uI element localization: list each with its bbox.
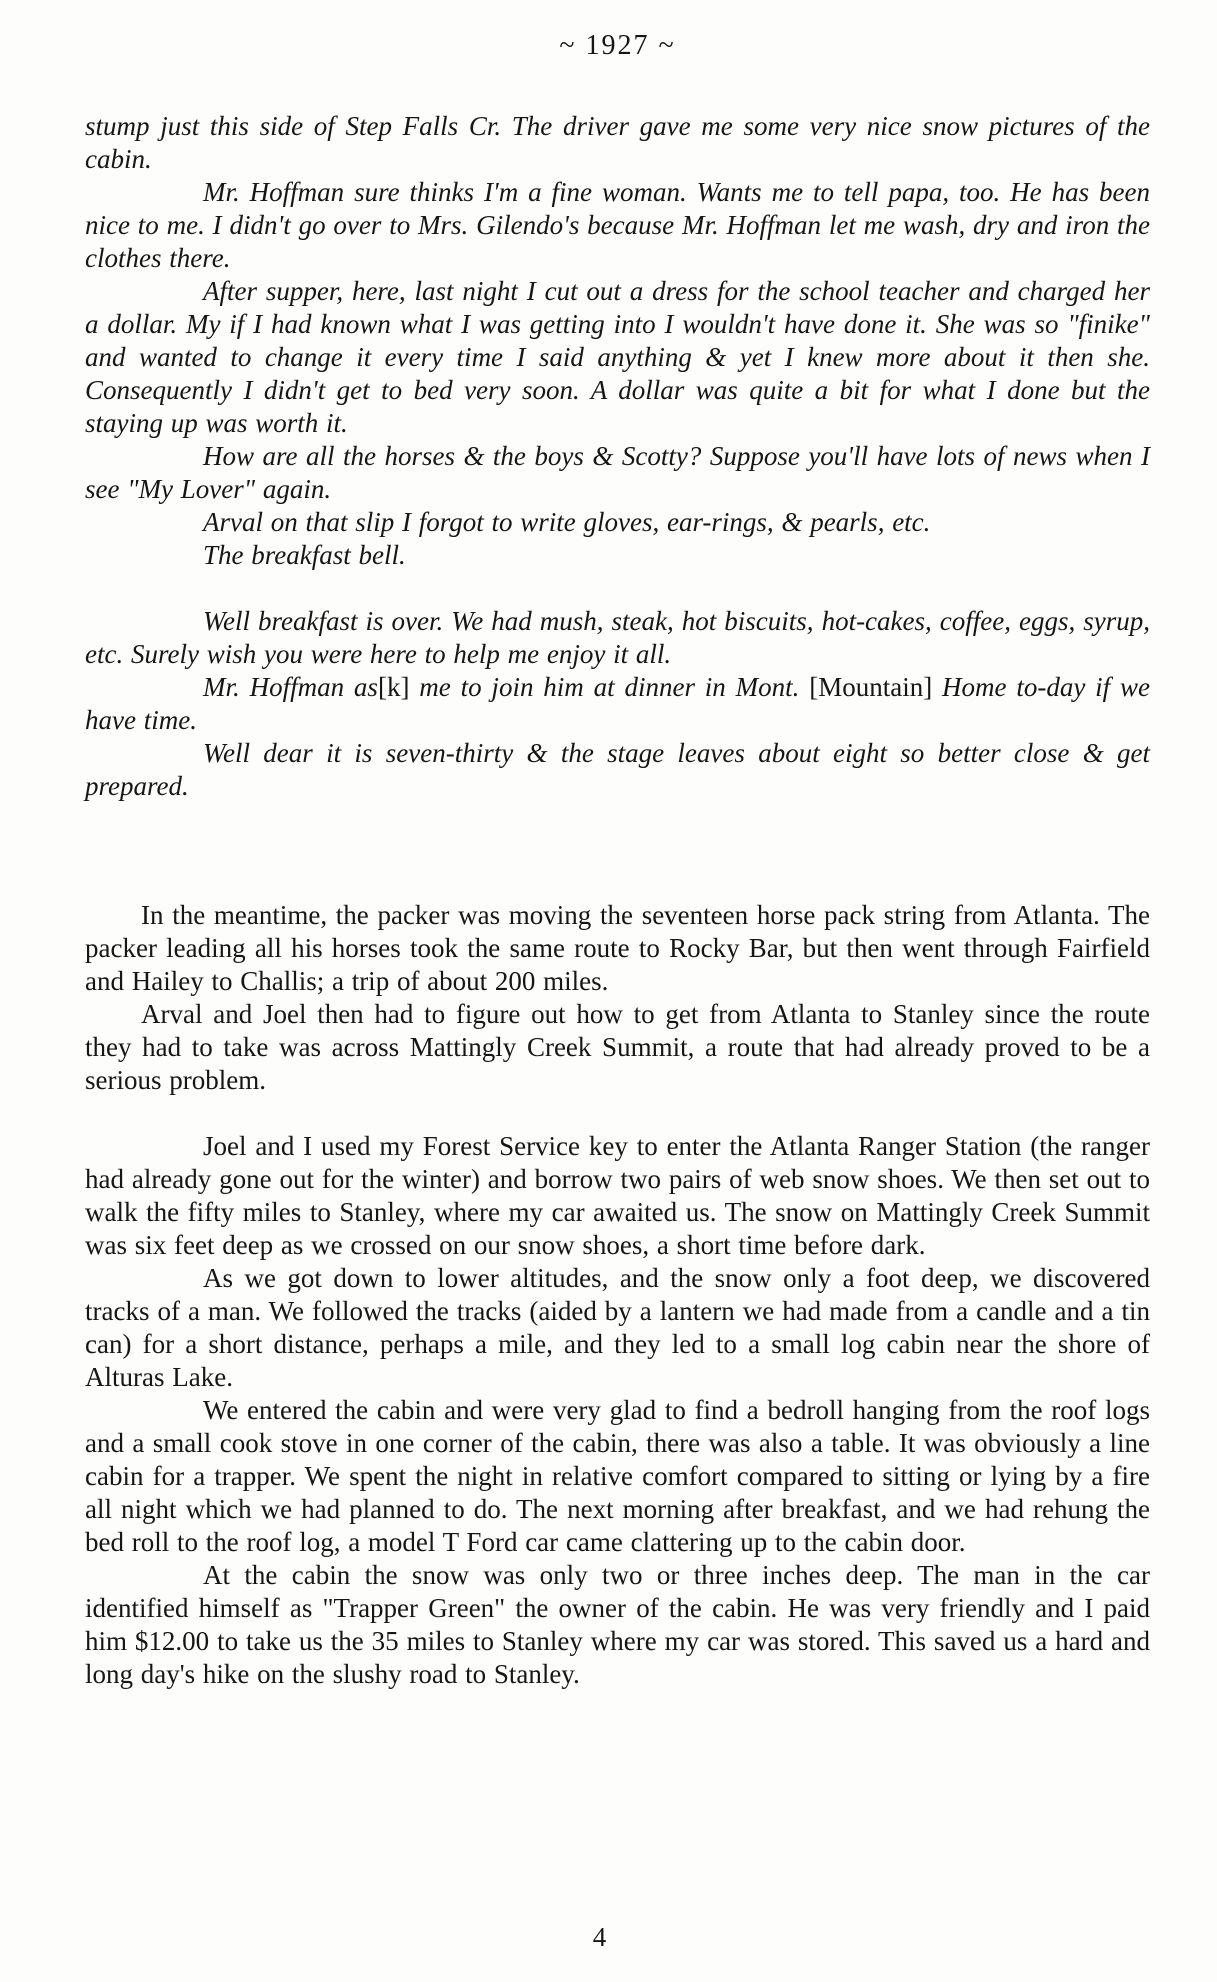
letter-text-run: me to join him at dinner in Mont. [409,672,810,702]
letter-text-run: How are all the horses & the boys & Scotty? Suppose you'll have lots of news when I see "My Lover" again. [85,441,1150,504]
editorial-bracket-note: [Mountain] [809,672,933,702]
narrative-paragraph [85,998,1150,1097]
editorial-bracket-note: Joel and I used my Forest Service key to enter the Atlanta Ranger Station (the ranger had already gone out for the winter) and borrow two pairs of web snow shoes. We then set out to walk the fifty miles to Stanley, where my car awaited us. The snow on Mattingly Creek Summit was six feet deep as we crossed on our snow shoes, a short time before dark. [85,1131,1150,1260]
narrative-paragraph [85,1559,1150,1691]
letter-paragraph [85,440,1150,506]
letter-text-run: Arval on that slip I forgot to write gloves, ear-rings, & pearls, etc. [203,507,931,537]
narrative-paragraph [85,899,1150,998]
narrative-text-block [85,899,1150,1691]
letter-text-run: The breakfast bell. [203,540,406,570]
editorial-bracket-note: As we got down to lower altitudes, and the snow only a foot deep, we discovered tracks of a man. We followed the tracks (aided by a lantern we had made from a candle and a tin can) for a short distance, perhaps a mile, and they led to a small log cabin near the shore of Alturas Lake. [85,1263,1150,1392]
letter-paragraph [85,605,1150,671]
narrative-paragraph [85,1130,1150,1262]
page-header-year: ~ 1927 ~ [559,30,676,61]
editorial-bracket-note: We entered the cabin and were very glad to find a bedroll hanging from the roof logs and a small cook stove in one corner of the cabin, there was also a table. It was obviously a line cabin for a trapper. We spent the night in relative comfort compared to sitting or lying by a fire all night which we had planned to do. The next morning after breakfast, and we had rehung the bed roll to the roof log, a model T Ford car came clattering up to the cabin door. [85,1395,1150,1557]
letter-paragraph [85,275,1150,440]
letter-text-run: Mr. Hoffman sure thinks I'm a fine woman. Wants me to tell papa, too. He has been nice to me. I didn't go over to Mrs. Gilendo's because Mr. Hoffman let me wash, dry and iron the clothes there. [85,177,1150,273]
narrative-paragraph [85,1262,1150,1394]
letter-text-run: stump just this side of Step Falls Cr. The driver gave me some very nice snow pictures of the cabin. [85,111,1150,174]
letter-text-run: Well breakfast is over. We had mush, steak, hot biscuits, hot-cakes, coffee, eggs, syrup, etc. Surely wish you were here to help me enjoy it all. [85,606,1150,669]
letter-paragraph [85,539,1150,572]
letter-text-run: Well dear it is seven-thirty & the stage leaves about eight so better close & get prepared. [85,738,1150,801]
letter-text-run: Mr. Hoffman as [203,672,378,702]
editorial-bracket-note: At the cabin the snow was only two or three inches deep. The man in the car identified himself as "Trapper Green" the owner of the cabin. He was very friendly and I paid him $12.00 to take us the 35 miles to Stanley where my car was stored. This saved us a hard and long day's hike on the slushy road to Stanley. [85,1560,1150,1689]
letter-paragraph [85,110,1150,176]
page-number: 4 [592,1922,607,1952]
letter-text-run: Home to-day if we have time. [85,672,1151,735]
letter-paragraph [85,737,1150,803]
editorial-bracket-note: Arval and Joel then had to figure out how to get from Atlanta to Stanley since the route they had to take was across Mattingly Creek Summit, a route that had already proved to be a serious problem. [85,999,1150,1095]
letter-paragraph [85,176,1150,275]
letter-text-run: After supper, here, last night I cut out a dress for the school teacher and charged her a dollar. My if I had known what I was getting into I wouldn't have done it. She was so "finike" and wanted to change it every time I said anything & yet I knew more about it then she. Consequently I didn't get to bed very soon. A dollar was quite a bit for what I done but the staying up was worth it. [85,276,1150,438]
letter-paragraph [85,671,1150,737]
letter-excerpt-block [85,110,1150,803]
editorial-bracket-note: [k] [377,672,410,702]
letter-paragraph [85,506,1150,539]
editorial-bracket-note: In the meantime, the packer was moving the seventeen horse pack string from Atlanta. The packer leading all his horses took the same route to Rocky Bar, but then went through Fairfield and Hailey to Challis; a trip of about 200 miles. [85,900,1150,996]
narrative-paragraph [85,1394,1150,1559]
